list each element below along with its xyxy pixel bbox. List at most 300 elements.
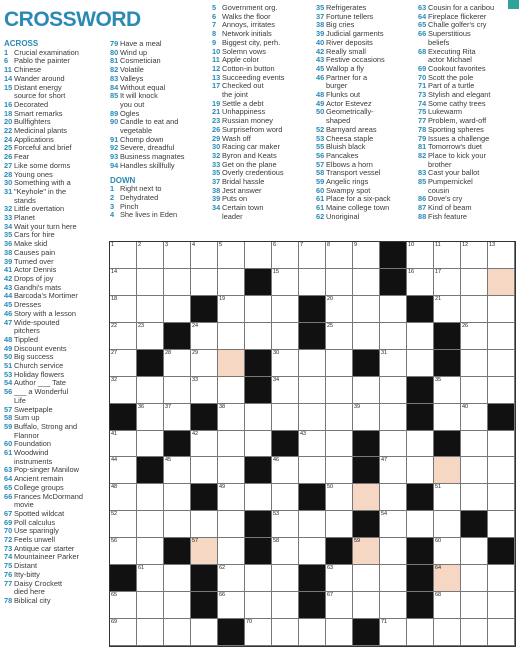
clue-number: 41 xyxy=(4,265,13,275)
clue-text: Dresses xyxy=(14,300,42,310)
grid-cell[interactable] xyxy=(380,511,407,538)
grid-cell[interactable] xyxy=(488,350,515,377)
grid-cell[interactable] xyxy=(272,350,299,377)
grid-cell[interactable] xyxy=(218,457,245,484)
grid-cell[interactable] xyxy=(353,296,380,323)
clue-text: Young ones xyxy=(14,169,53,179)
clue-number: 77 xyxy=(4,578,13,588)
grid-cell[interactable] xyxy=(434,242,461,269)
clue-text: Turned over xyxy=(14,256,54,266)
grid-cell[interactable] xyxy=(380,457,407,484)
grid-cell[interactable] xyxy=(245,484,272,511)
grid-cell[interactable] xyxy=(110,323,137,350)
clue-number: 22 xyxy=(4,126,13,136)
grid-cell[interactable] xyxy=(245,619,272,646)
grid-block xyxy=(461,511,488,538)
clue-number: 6 xyxy=(4,56,9,66)
clue-text: Cast your ballot xyxy=(428,168,480,178)
clue-number: 76 xyxy=(4,569,13,579)
clue-text: Severe, dreadful xyxy=(120,143,175,153)
grid-cell[interactable] xyxy=(164,377,191,404)
grid-cell[interactable] xyxy=(326,431,353,458)
grid-cell[interactable] xyxy=(434,538,461,565)
grid-cell[interactable] xyxy=(245,592,272,619)
grid-cell[interactable] xyxy=(299,377,326,404)
grid-cell[interactable] xyxy=(272,296,299,323)
cell-number: 30 xyxy=(273,349,280,356)
grid-cell[interactable] xyxy=(488,323,515,350)
clue-number: 74 xyxy=(4,552,13,562)
grid-cell[interactable] xyxy=(245,296,272,323)
clue-number: 44 xyxy=(4,291,13,301)
grid-cell[interactable] xyxy=(488,242,515,269)
clue-text: Decorated xyxy=(14,99,49,109)
grid-cell[interactable] xyxy=(137,377,164,404)
grid-cell[interactable] xyxy=(434,592,461,619)
grid-cell[interactable] xyxy=(326,457,353,484)
grid-block xyxy=(272,431,299,458)
clue-text: cousin xyxy=(428,185,450,195)
clue-number: 20 xyxy=(4,117,13,127)
clue-text: Swampy spot xyxy=(326,185,371,195)
clue-text: Flunks out xyxy=(326,90,361,100)
clue-text: pitchers xyxy=(14,326,40,336)
clue-text: Story with a lesson xyxy=(14,308,77,318)
clue-number: 73 xyxy=(418,90,427,100)
grid-cell[interactable] xyxy=(461,269,488,296)
grid-cell[interactable] xyxy=(272,511,299,538)
cell-number: 27 xyxy=(111,349,118,356)
grid-cell[interactable] xyxy=(164,619,191,646)
grid-cell[interactable] xyxy=(245,431,272,458)
clue-text: College groups xyxy=(14,482,64,492)
clue-number: 34 xyxy=(4,221,13,231)
clue-number: 88 xyxy=(418,211,427,221)
grid-cell[interactable] xyxy=(326,565,353,592)
clue-text: Big cries xyxy=(326,20,355,30)
grid-cell[interactable] xyxy=(434,296,461,323)
clue-text: Issues a challenge xyxy=(428,133,490,143)
grid-cell[interactable] xyxy=(110,296,137,323)
grid-cell[interactable] xyxy=(164,350,191,377)
grid-cell[interactable] xyxy=(461,457,488,484)
grid-cell[interactable] xyxy=(434,619,461,646)
grid-block xyxy=(407,484,434,511)
grid-cell[interactable] xyxy=(326,350,353,377)
clue-text: Annoys, irritates xyxy=(222,20,275,30)
grid-cell[interactable] xyxy=(245,404,272,431)
grid-cell[interactable] xyxy=(110,377,137,404)
grid-cell[interactable] xyxy=(488,511,515,538)
grid-cell[interactable] xyxy=(137,242,164,269)
clue-section-heading: DOWN xyxy=(110,175,136,185)
clue-number: 26 xyxy=(4,152,13,162)
clue-text: Church service xyxy=(14,361,64,371)
cell-number: 31 xyxy=(381,349,388,356)
clue-number: 39 xyxy=(4,256,13,266)
grid-block xyxy=(380,242,407,269)
grid-cell[interactable] xyxy=(299,404,326,431)
cell-number: 51 xyxy=(435,484,442,491)
clue-number: 11 xyxy=(212,55,220,65)
grid-cell[interactable] xyxy=(191,242,218,269)
grid-cell[interactable] xyxy=(326,296,353,323)
grid-cell[interactable] xyxy=(218,484,245,511)
cell-number: 65 xyxy=(111,592,118,599)
cell-number: 20 xyxy=(327,295,334,302)
grid-cell[interactable] xyxy=(488,484,515,511)
grid-block xyxy=(407,592,434,619)
grid-cell[interactable] xyxy=(191,350,218,377)
grid-cell[interactable] xyxy=(353,484,380,511)
clue-number: 79 xyxy=(110,39,119,48)
cell-number: 11 xyxy=(435,242,441,248)
grid-block xyxy=(407,565,434,592)
grid-cell[interactable] xyxy=(380,404,407,431)
clue-number: 38 xyxy=(316,20,325,30)
grid-cell[interactable] xyxy=(137,619,164,646)
clue-number: 45 xyxy=(4,300,13,310)
grid-cell[interactable] xyxy=(353,323,380,350)
grid-cell[interactable] xyxy=(110,457,137,484)
grid-cell[interactable] xyxy=(434,457,461,484)
clue-text: Jest answer xyxy=(222,185,262,195)
grid-cell[interactable] xyxy=(380,377,407,404)
clue-text: Transport vessel xyxy=(326,168,381,178)
grid-cell[interactable] xyxy=(191,619,218,646)
grid-cell[interactable] xyxy=(434,565,461,592)
grid-cell[interactable] xyxy=(380,323,407,350)
grid-cell[interactable] xyxy=(353,538,380,565)
grid-cell[interactable] xyxy=(461,592,488,619)
grid-cell[interactable] xyxy=(272,457,299,484)
grid-cell[interactable] xyxy=(272,565,299,592)
grid-cell[interactable] xyxy=(191,457,218,484)
cell-number: 18 xyxy=(111,295,118,302)
grid-cell[interactable] xyxy=(218,323,245,350)
grid-cell[interactable] xyxy=(299,457,326,484)
grid-cell[interactable] xyxy=(137,538,164,565)
grid-cell[interactable] xyxy=(380,296,407,323)
clue-text: Scott the pole xyxy=(428,72,474,82)
grid-cell[interactable] xyxy=(110,619,137,646)
clue-text: Walks the floor xyxy=(222,11,271,21)
clue-text: Business magnates xyxy=(120,152,185,162)
clue-column-3 xyxy=(212,4,284,222)
clue-number: 1 xyxy=(4,47,9,57)
grid-cell[interactable] xyxy=(326,511,353,538)
grid-cell[interactable] xyxy=(164,511,191,538)
clue-text: brother xyxy=(428,159,452,169)
cell-number: 50 xyxy=(327,484,334,491)
grid-cell[interactable] xyxy=(272,323,299,350)
grid-cell[interactable] xyxy=(407,431,434,458)
grid-cell[interactable] xyxy=(218,511,245,538)
grid-block xyxy=(353,431,380,458)
clue-number: 70 xyxy=(418,72,427,82)
grid-cell[interactable] xyxy=(272,619,299,646)
grid-cell[interactable] xyxy=(299,538,326,565)
grid-cell[interactable] xyxy=(164,242,191,269)
clue-number: 4 xyxy=(110,210,115,220)
grid-cell[interactable] xyxy=(272,377,299,404)
grid-cell[interactable] xyxy=(353,377,380,404)
clue-number: 66 xyxy=(4,491,13,501)
grid-cell[interactable] xyxy=(380,350,407,377)
clue-text: Little overtation xyxy=(14,204,65,214)
grid-cell[interactable] xyxy=(137,484,164,511)
clue-text: Have a meal xyxy=(120,39,162,48)
grid-cell[interactable] xyxy=(488,619,515,646)
grid-cell[interactable] xyxy=(191,377,218,404)
grid-cell[interactable] xyxy=(218,592,245,619)
grid-cell[interactable] xyxy=(272,538,299,565)
clue-number: 78 xyxy=(418,124,427,134)
grid-cell[interactable] xyxy=(164,592,191,619)
grid-cell[interactable] xyxy=(488,431,515,458)
grid-cell[interactable] xyxy=(461,296,488,323)
grid-cell[interactable] xyxy=(137,511,164,538)
grid-cell[interactable] xyxy=(164,404,191,431)
grid-cell[interactable] xyxy=(407,511,434,538)
grid-cell[interactable] xyxy=(461,377,488,404)
clue-text: Cousin for a caribou xyxy=(428,3,495,12)
clue-text: Pinch xyxy=(120,201,139,211)
grid-cell[interactable] xyxy=(110,431,137,458)
grid-cell[interactable] xyxy=(434,269,461,296)
grid-cell[interactable] xyxy=(299,431,326,458)
grid-cell[interactable] xyxy=(380,484,407,511)
grid-cell[interactable] xyxy=(218,296,245,323)
grid-cell[interactable] xyxy=(299,242,326,269)
grid-cell[interactable] xyxy=(299,269,326,296)
grid-cell[interactable] xyxy=(218,538,245,565)
grid-cell[interactable] xyxy=(353,242,380,269)
grid-cell[interactable] xyxy=(137,565,164,592)
clue-text: Forceful and brief xyxy=(14,143,72,153)
clue-text: Challe golfer's cry xyxy=(428,20,487,30)
grid-cell[interactable] xyxy=(326,619,353,646)
clue-number: 71 xyxy=(418,81,427,91)
clue-text: Tomorrow's duet xyxy=(428,142,482,152)
grid-cell[interactable] xyxy=(218,431,245,458)
clue-number: 10 xyxy=(212,46,221,56)
clue-number: 32 xyxy=(212,150,221,160)
grid-cell[interactable] xyxy=(191,323,218,350)
clue-number: 80 xyxy=(110,47,119,57)
grid-cell[interactable] xyxy=(380,592,407,619)
grid-cell[interactable] xyxy=(488,269,515,296)
cell-number: 45 xyxy=(165,457,172,464)
grid-cell[interactable] xyxy=(488,592,515,619)
grid-cell[interactable] xyxy=(461,538,488,565)
grid-cell[interactable] xyxy=(137,323,164,350)
grid-cell[interactable] xyxy=(218,269,245,296)
cell-number: 9 xyxy=(354,242,358,248)
grid-cell[interactable] xyxy=(137,296,164,323)
grid-cell[interactable] xyxy=(461,242,488,269)
clue-number: 79 xyxy=(418,133,427,143)
clue-number: 30 xyxy=(4,178,13,188)
grid-cell[interactable] xyxy=(272,484,299,511)
grid-cell[interactable] xyxy=(353,404,380,431)
cell-number: 23 xyxy=(138,322,145,329)
clue-text: Pumpernickel xyxy=(428,177,473,187)
grid-cell[interactable] xyxy=(461,565,488,592)
grid-cell[interactable] xyxy=(326,242,353,269)
grid-cell[interactable] xyxy=(434,511,461,538)
grid-cell[interactable] xyxy=(110,484,137,511)
grid-cell[interactable] xyxy=(461,323,488,350)
grid-cell[interactable] xyxy=(326,592,353,619)
grid-cell[interactable] xyxy=(326,269,353,296)
grid-cell[interactable] xyxy=(461,431,488,458)
grid-cell[interactable] xyxy=(488,457,515,484)
grid-cell[interactable] xyxy=(272,242,299,269)
clue-text: Applications xyxy=(14,134,54,144)
grid-cell[interactable] xyxy=(191,269,218,296)
clue-column-5 xyxy=(418,4,494,222)
grid-block xyxy=(164,431,191,458)
grid-cell[interactable] xyxy=(407,457,434,484)
grid-cell[interactable] xyxy=(380,619,407,646)
grid-cell[interactable] xyxy=(164,457,191,484)
clue-number: 31 xyxy=(4,186,13,196)
grid-cell[interactable] xyxy=(299,619,326,646)
clue-number: 61 xyxy=(4,448,13,458)
clue-number: 66 xyxy=(418,29,427,39)
grid-cell[interactable] xyxy=(407,269,434,296)
grid-cell[interactable] xyxy=(353,565,380,592)
grid-cell[interactable] xyxy=(218,242,245,269)
grid-cell[interactable] xyxy=(272,404,299,431)
grid-cell[interactable] xyxy=(461,350,488,377)
clue-number: 27 xyxy=(4,160,13,170)
clue-number: 43 xyxy=(316,55,325,65)
grid-cell[interactable] xyxy=(191,431,218,458)
grid-cell[interactable] xyxy=(218,565,245,592)
grid-cell[interactable] xyxy=(272,269,299,296)
grid-cell[interactable] xyxy=(137,269,164,296)
cell-number: 14 xyxy=(111,268,118,275)
clue-text: Place for a six-pack xyxy=(326,194,391,204)
grid-cell[interactable] xyxy=(434,484,461,511)
grid-cell[interactable] xyxy=(488,296,515,323)
grid-cell[interactable] xyxy=(110,269,137,296)
grid-block xyxy=(191,296,218,323)
grid-cell[interactable] xyxy=(407,323,434,350)
clue-item xyxy=(110,162,185,171)
grid-cell[interactable] xyxy=(299,511,326,538)
grid-cell[interactable] xyxy=(218,404,245,431)
grid-cell[interactable] xyxy=(326,484,353,511)
clue-number: 38 xyxy=(4,247,13,257)
grid-cell[interactable] xyxy=(488,565,515,592)
grid-cell[interactable] xyxy=(137,431,164,458)
clue-text: Elbows a horn xyxy=(326,159,373,169)
clue-text: Candle to eat and xyxy=(120,117,179,127)
clue-text: Chinese xyxy=(14,65,42,75)
grid-cell[interactable] xyxy=(461,619,488,646)
grid-cell[interactable] xyxy=(434,377,461,404)
cell-number: 24 xyxy=(192,322,199,329)
clue-text: Biggest city, perh. xyxy=(222,37,281,47)
clue-item xyxy=(316,213,391,222)
clue-number: 18 xyxy=(4,108,13,118)
grid-cell[interactable] xyxy=(110,242,137,269)
grid-cell[interactable] xyxy=(110,511,137,538)
clue-text: Checked out xyxy=(222,81,264,91)
grid-cell[interactable] xyxy=(137,592,164,619)
grid-cell[interactable] xyxy=(110,538,137,565)
grid-cell[interactable] xyxy=(326,404,353,431)
grid-cell[interactable] xyxy=(299,350,326,377)
grid-cell[interactable] xyxy=(407,350,434,377)
grid-cell[interactable] xyxy=(137,404,164,431)
grid-cell[interactable] xyxy=(218,350,245,377)
grid-cell[interactable] xyxy=(164,565,191,592)
grid-cell[interactable] xyxy=(218,377,245,404)
grid-cell[interactable] xyxy=(245,242,272,269)
grid-cell[interactable] xyxy=(407,242,434,269)
grid-block xyxy=(488,538,515,565)
grid-cell[interactable] xyxy=(191,511,218,538)
clue-number: 68 xyxy=(418,46,427,56)
grid-cell[interactable] xyxy=(326,377,353,404)
grid-cell[interactable] xyxy=(353,269,380,296)
grid-cell[interactable] xyxy=(191,538,218,565)
clue-text: Judicial garments xyxy=(326,29,384,39)
grid-cell[interactable] xyxy=(245,323,272,350)
grid-cell[interactable] xyxy=(353,592,380,619)
cell-number: 46 xyxy=(273,457,280,464)
clue-number: 29 xyxy=(212,133,221,143)
clue-number: 82 xyxy=(110,65,119,75)
grid-cell[interactable] xyxy=(461,404,488,431)
grid-cell[interactable] xyxy=(380,538,407,565)
grid-cell[interactable] xyxy=(380,565,407,592)
grid-block xyxy=(434,323,461,350)
grid-cell[interactable] xyxy=(461,484,488,511)
clue-text: Big success xyxy=(14,352,54,362)
clue-number: 83 xyxy=(110,73,119,83)
clue-text: Wide-spouted xyxy=(14,317,60,327)
cell-number: 13 xyxy=(489,242,496,248)
clue-text: Poll calculus xyxy=(14,517,56,527)
clue-number: 69 xyxy=(4,517,13,527)
grid-cell[interactable] xyxy=(272,592,299,619)
grid-cell[interactable] xyxy=(245,565,272,592)
clue-number: 39 xyxy=(212,194,221,204)
clue-text: Network initials xyxy=(222,29,272,39)
grid-cell[interactable] xyxy=(488,377,515,404)
grid-cell[interactable] xyxy=(110,592,137,619)
grid-cell[interactable] xyxy=(164,269,191,296)
clue-text: Sporting spheres xyxy=(428,124,484,134)
grid-cell[interactable] xyxy=(110,350,137,377)
grid-cell[interactable] xyxy=(380,431,407,458)
clue-number: 42 xyxy=(4,273,13,283)
grid-cell[interactable] xyxy=(164,484,191,511)
grid-cell[interactable] xyxy=(434,404,461,431)
cell-number: 48 xyxy=(111,484,118,491)
clue-number: 51 xyxy=(4,361,13,371)
clue-text: Bullfighters xyxy=(14,117,51,127)
grid-cell[interactable] xyxy=(326,323,353,350)
grid-cell[interactable] xyxy=(407,619,434,646)
clue-number: 36 xyxy=(4,239,13,249)
grid-cell[interactable] xyxy=(164,296,191,323)
